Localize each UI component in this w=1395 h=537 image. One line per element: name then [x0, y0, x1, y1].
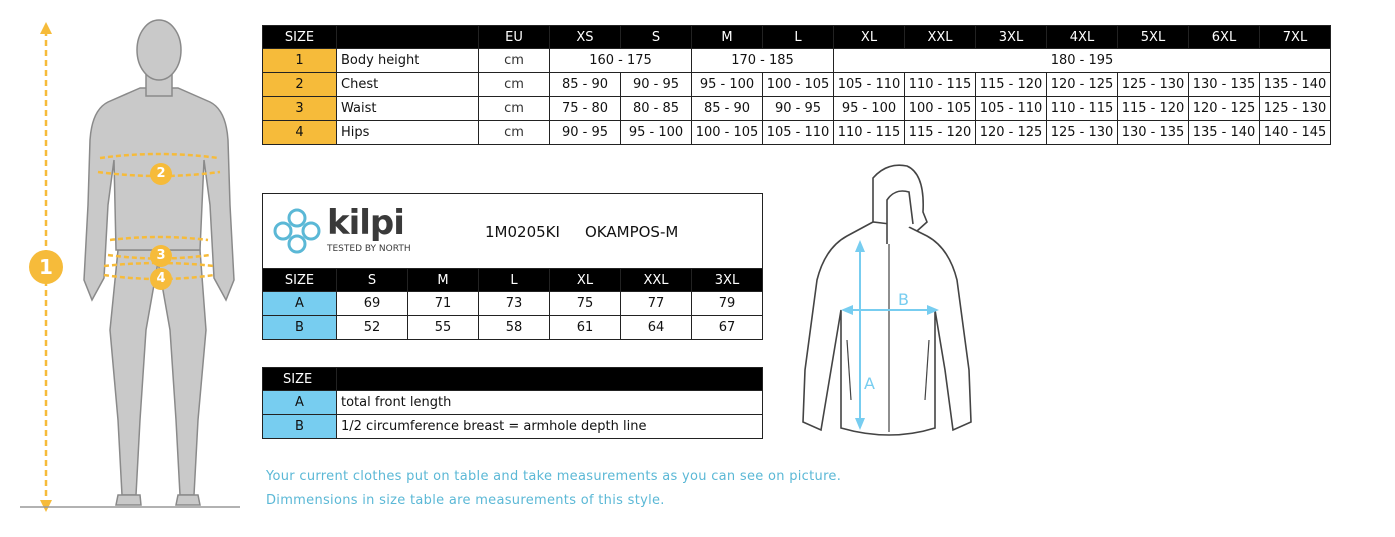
row-label: B — [263, 316, 337, 340]
table-cell: 90 - 95 — [763, 97, 834, 121]
table-cell: 77 — [621, 292, 692, 316]
header-cell: XL — [550, 269, 621, 292]
table-cell: 110 - 115 — [905, 73, 976, 97]
row-number: 1 — [263, 49, 337, 73]
table-row — [263, 292, 763, 316]
legend-header — [263, 368, 763, 391]
table-cell: 85 - 90 — [550, 73, 621, 97]
table-cell: 130 - 135 — [1189, 73, 1260, 97]
row-label: Waist — [337, 97, 479, 121]
table-cell: 100 - 105 — [692, 121, 763, 145]
table-cell: 75 - 80 — [550, 97, 621, 121]
table-cell: 95 - 100 — [692, 73, 763, 97]
table-cell: 55 — [408, 316, 479, 340]
measurement-legend-table — [262, 367, 763, 439]
table-cell: 125 - 130 — [1118, 73, 1189, 97]
brand-name: kilpi — [327, 203, 404, 243]
row-label: Chest — [337, 73, 479, 97]
marker-3: 3 — [150, 245, 172, 267]
kilpi-knot-logo-icon — [271, 206, 323, 256]
row-unit: cm — [479, 121, 550, 145]
jacket-marker-b: B — [898, 290, 909, 309]
table-cell: 115 - 120 — [1118, 97, 1189, 121]
table-row — [263, 73, 1331, 97]
header-cell: 5XL — [1118, 26, 1189, 49]
row-unit: cm — [479, 49, 550, 73]
header-cell: 4XL — [1047, 26, 1118, 49]
brand-tagline: TESTED BY NORTH — [327, 244, 411, 254]
header-cell: SIZE — [263, 26, 337, 49]
table-cell: 120 - 125 — [1189, 97, 1260, 121]
header-cell — [337, 26, 479, 49]
table-cell: 105 - 110 — [763, 121, 834, 145]
product-code: 1M0205KI — [485, 223, 560, 241]
row-label: B — [263, 415, 337, 439]
table-cell: 67 — [692, 316, 763, 340]
header-cell: M — [692, 26, 763, 49]
table-cell: 100 - 105 — [905, 97, 976, 121]
table-cell: 90 - 95 — [621, 73, 692, 97]
table-cell: 75 — [550, 292, 621, 316]
marker-2: 2 — [150, 163, 172, 185]
table-cell: 135 - 140 — [1189, 121, 1260, 145]
header-cell: 3XL — [976, 26, 1047, 49]
header-cell: L — [479, 269, 550, 292]
height-range-cell: 170 - 185 — [692, 49, 834, 73]
table-row — [263, 391, 763, 415]
header-cell: S — [621, 26, 692, 49]
table-cell: 105 - 110 — [976, 97, 1047, 121]
table-cell: 125 - 130 — [1047, 121, 1118, 145]
row-label: A — [263, 391, 337, 415]
table-cell: 120 - 125 — [1047, 73, 1118, 97]
header-cell: SIZE — [263, 368, 337, 391]
row-number: 3 — [263, 97, 337, 121]
table-cell: 105 - 110 — [834, 73, 905, 97]
size-table-header — [263, 26, 1331, 49]
table-cell: 71 — [408, 292, 479, 316]
table-cell: 73 — [479, 292, 550, 316]
product-header — [262, 193, 763, 268]
table-cell: 95 - 100 — [834, 97, 905, 121]
header-cell: EU — [479, 26, 550, 49]
table-row — [263, 97, 1331, 121]
product-model: OKAMPOS-M — [585, 223, 679, 241]
table-cell: 80 - 85 — [621, 97, 692, 121]
header-cell: XL — [834, 26, 905, 49]
table-cell: 140 - 145 — [1260, 121, 1331, 145]
table-cell: 95 - 100 — [621, 121, 692, 145]
jacket-diagram — [795, 160, 980, 455]
table-cell: 110 - 115 — [1047, 97, 1118, 121]
product-table-header — [263, 269, 763, 292]
marker-4: 4 — [150, 268, 172, 290]
row-label: Body height — [337, 49, 479, 73]
table-cell: 120 - 125 — [976, 121, 1047, 145]
header-cell — [337, 368, 763, 391]
table-cell: 52 — [337, 316, 408, 340]
header-cell: S — [337, 269, 408, 292]
table-cell: 61 — [550, 316, 621, 340]
row-number: 2 — [263, 73, 337, 97]
table-cell: 69 — [337, 292, 408, 316]
header-cell: 3XL — [692, 269, 763, 292]
product-size-table — [262, 268, 763, 340]
table-row — [263, 415, 763, 439]
header-cell: XXL — [905, 26, 976, 49]
table-cell: 58 — [479, 316, 550, 340]
marker-1: 1 — [29, 250, 63, 284]
table-cell: 79 — [692, 292, 763, 316]
table-cell: 100 - 105 — [763, 73, 834, 97]
table-cell: 90 - 95 — [550, 121, 621, 145]
legend-text: 1/2 circumference breast = armhole depth line — [337, 415, 763, 439]
table-row — [263, 316, 763, 340]
header-cell: 7XL — [1260, 26, 1331, 49]
table-row — [263, 121, 1331, 145]
instruction-note: Dimmensions in size table are measurements of this style. — [266, 493, 665, 508]
table-cell: 110 - 115 — [834, 121, 905, 145]
height-range-cell: 160 - 175 — [550, 49, 692, 73]
header-cell: SIZE — [263, 269, 337, 292]
table-cell: 125 - 130 — [1260, 97, 1331, 121]
table-cell: 135 - 140 — [1260, 73, 1331, 97]
table-cell: 130 - 135 — [1118, 121, 1189, 145]
legend-text: total front length — [337, 391, 763, 415]
row-unit: cm — [479, 97, 550, 121]
jacket-marker-a: A — [864, 374, 875, 393]
header-cell: L — [763, 26, 834, 49]
header-cell: XS — [550, 26, 621, 49]
table-cell: 64 — [621, 316, 692, 340]
table-cell: 85 - 90 — [692, 97, 763, 121]
row-unit: cm — [479, 73, 550, 97]
header-cell: XXL — [621, 269, 692, 292]
table-cell: 115 - 120 — [976, 73, 1047, 97]
instruction-note: Your current clothes put on table and take measurements as you can see on picture. — [266, 469, 842, 484]
table-cell: 115 - 120 — [905, 121, 976, 145]
row-label: A — [263, 292, 337, 316]
row-number: 4 — [263, 121, 337, 145]
row-label: Hips — [337, 121, 479, 145]
table-row — [263, 49, 1331, 73]
height-range-cell: 180 - 195 — [834, 49, 1331, 73]
size-table — [262, 25, 1331, 145]
header-cell: 6XL — [1189, 26, 1260, 49]
header-cell: M — [408, 269, 479, 292]
